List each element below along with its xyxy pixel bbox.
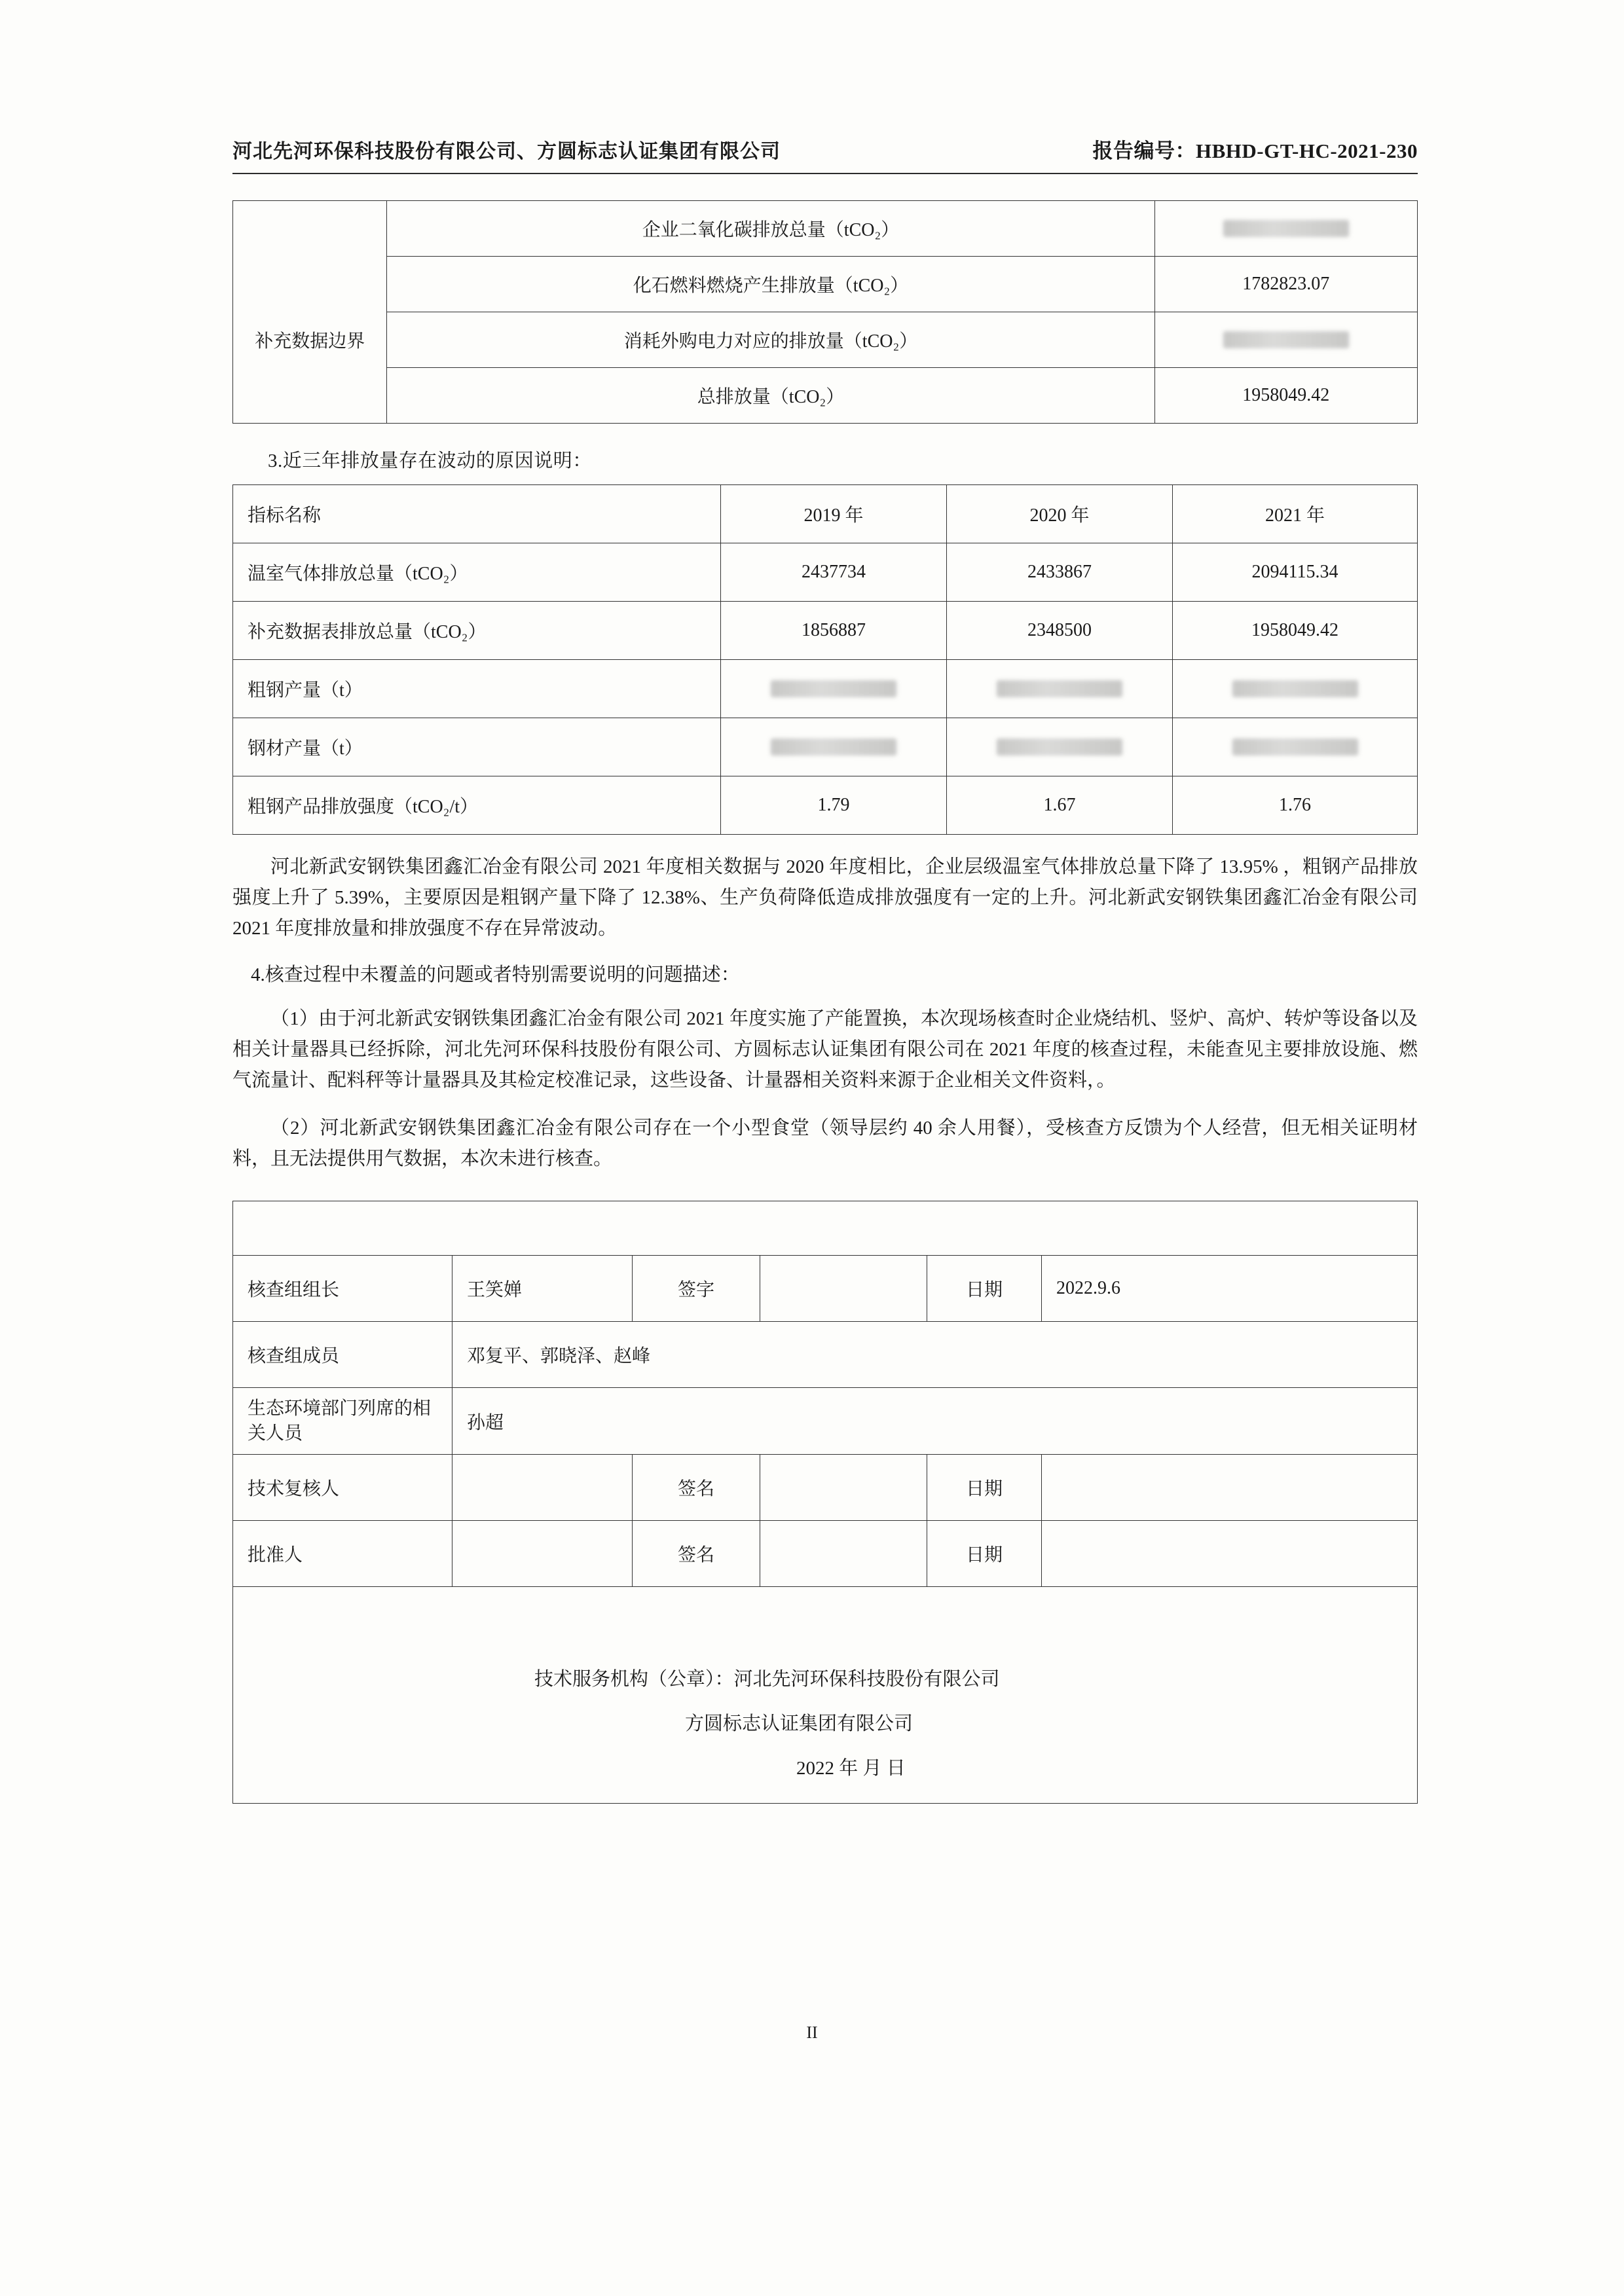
- table-row: [233, 257, 1418, 312]
- signature-block: [232, 1201, 1418, 1804]
- table-row: [233, 1521, 1418, 1587]
- row-2-2019: [721, 660, 947, 718]
- row-1-2021: 1958049.42: [1173, 602, 1418, 660]
- supplementary-row-1-name: 化石燃料燃烧产生排放量（tCO₂）: [387, 257, 1154, 312]
- row-4-name: 粗钢产品排放强度（tCO₂/t）: [233, 776, 721, 835]
- row-1-2020: 2348500: [947, 602, 1173, 660]
- supplementary-row-0-name: 企业二氧化碳排放总量（tCO₂）: [387, 201, 1154, 257]
- header-report-number: [1092, 134, 1418, 164]
- signature-spacer-row: [233, 1201, 1418, 1255]
- row-2-2020: [947, 660, 1173, 718]
- approver-sign-label: 签名: [633, 1521, 760, 1587]
- approver-label: 批准人: [233, 1521, 452, 1587]
- row-4-2021: 1.76: [1173, 776, 1418, 835]
- table-row: [233, 1387, 1418, 1455]
- supplementary-boundary-label: 补充数据边界: [233, 312, 387, 368]
- signature-spacer-cell: [233, 1201, 1418, 1255]
- stamp-area: [232, 1587, 1418, 1804]
- supplementary-row-3-name: 总排放量（tCO₂）: [387, 368, 1154, 424]
- supplementary-boundary-label-cell-4: [233, 368, 387, 424]
- supplementary-boundary-label-cell-2: [233, 257, 387, 312]
- leader-date-value: 2022.9.6: [1042, 1255, 1418, 1321]
- tech-sign-value[interactable]: [760, 1455, 927, 1521]
- tech-review-label: 技术复核人: [233, 1455, 452, 1521]
- three-year-emission-table: [232, 484, 1418, 835]
- row-0-2021: 2094115.34: [1173, 543, 1418, 602]
- supplementary-row-1-value: 1782823.07: [1154, 257, 1417, 312]
- table-row: [233, 602, 1418, 660]
- members-value: 邓复平、郭晓泽、赵峰: [452, 1321, 1418, 1387]
- table-row: [233, 1321, 1418, 1387]
- row-3-2019: [721, 718, 947, 776]
- table-row: [233, 368, 1418, 424]
- row-0-2020: 2433867: [947, 543, 1173, 602]
- row-2-name: 粗钢产量（t）: [233, 660, 721, 718]
- leader-label: 核查组组长: [233, 1255, 452, 1321]
- analysis-paragraph: 河北新武安钢铁集团鑫汇冶金有限公司 2021 年度相关数据与 2020 年度相比，企业层级温室气体排放总量下降了 13.95% ，粗钢产品排放强度上升了 5.39%，主要原因是粗钢产量下降了 12.38%、生产负荷降低造成排放强度有一定的上升。河北新武安钢铁集团鑫汇冶金有限公司 2021 年度排放量和排放强度不存在异常波动。: [232, 856, 1418, 939]
- page-number: II: [806, 2023, 818, 2042]
- page-content: [232, 134, 1418, 1804]
- stamp-line-1: 技术服务机构（公章）：河北先河环保科技股份有限公司: [534, 1669, 1000, 1690]
- eco-dept-value: 孙超: [452, 1387, 1418, 1455]
- leader-date-label: 日期: [927, 1255, 1042, 1321]
- supplementary-row-0-value: [1154, 201, 1417, 257]
- col-header-2019: 2019 年: [721, 485, 947, 543]
- tech-review-value[interactable]: [452, 1455, 633, 1521]
- table-row: [233, 201, 1418, 257]
- supplementary-boundary-label-cell: [233, 201, 387, 257]
- row-0-2019: 2437734: [721, 543, 947, 602]
- table-header-row: [233, 485, 1418, 543]
- supplementary-row-3-value: 1958049.42: [1154, 368, 1417, 424]
- leader-sign-label: 签字: [633, 1255, 760, 1321]
- members-label: 核查组成员: [233, 1321, 452, 1387]
- supplementary-row-2-name: 消耗外购电力对应的排放量（tCO₂）: [387, 312, 1154, 368]
- section-3-title: 3.近三年排放量存在波动的原因说明：: [268, 450, 592, 471]
- supplementary-row-2-value: [1154, 312, 1417, 368]
- approver-sign-value[interactable]: [760, 1521, 927, 1587]
- row-3-name: 钢材产量（t）: [233, 718, 721, 776]
- leader-sign-value[interactable]: [760, 1255, 927, 1321]
- header-organization: 河北先河环保科技股份有限公司、方圆标志认证集团有限公司: [232, 141, 781, 162]
- row-4-2020: 1.67: [947, 776, 1173, 835]
- section-4-title: 4.核查过程中未覆盖的问题或者特别需要说明的问题描述：: [251, 964, 740, 985]
- approver-date-label: 日期: [927, 1521, 1042, 1587]
- tech-date-label: 日期: [927, 1455, 1042, 1521]
- section-4-item-2: （2）河北新武安钢铁集团鑫汇冶金有限公司存在一个小型食堂（领导层约 40 余人用餐），受核查方反馈为个人经营，但无相关证明材料，且无法提供用气数据，本次未进行核查。: [232, 1117, 1418, 1169]
- col-header-2020: 2020 年: [947, 485, 1173, 543]
- row-3-2021: [1173, 718, 1418, 776]
- col-header-indicator: 指标名称: [233, 485, 721, 543]
- page-header: [232, 134, 1418, 174]
- signature-table: [232, 1201, 1418, 1588]
- table-row: [233, 718, 1418, 776]
- leader-name: 王笑婵: [452, 1255, 633, 1321]
- table-row: [233, 660, 1418, 718]
- section-4-item-1: （1）由于河北新武安钢铁集团鑫汇冶金有限公司 2021 年度实施了产能置换，本次现场核查时企业烧结机、竖炉、高炉、转炉等设备以及相关计量器具已经拆除，河北先河环保科技股份有限公司、方圆标志认证集团有限公司在 2021 年度的核查过程，未能查见主要排放设施、燃气流量计、配料秤等计量器具及其检定校准记录，这些设备、计量器相关资料来源于企业相关文件资料，。: [232, 1008, 1418, 1091]
- table-row: [233, 1255, 1418, 1321]
- table-row: [233, 1455, 1418, 1521]
- row-4-2019: 1.79: [721, 776, 947, 835]
- row-3-2020: [947, 718, 1173, 776]
- approver-date-value[interactable]: [1042, 1521, 1418, 1587]
- eco-dept-label: 生态环境部门列席的相关人员: [233, 1387, 452, 1455]
- tech-date-value[interactable]: [1042, 1455, 1418, 1521]
- table-row: [233, 543, 1418, 602]
- stamp-line-3: 2022 年 月 日: [796, 1758, 906, 1779]
- report-number-value: HBHD-GT-HC-2021-230: [1195, 139, 1418, 162]
- supplementary-data-table: [232, 200, 1418, 424]
- row-1-2019: 1856887: [721, 602, 947, 660]
- col-header-2021: 2021 年: [1173, 485, 1418, 543]
- table-row: [233, 312, 1418, 368]
- approver-value[interactable]: [452, 1521, 633, 1587]
- stamp-line-2: 方圆标志认证集团有限公司: [685, 1713, 913, 1735]
- tech-sign-label: 签名: [633, 1455, 760, 1521]
- row-2-2021: [1173, 660, 1418, 718]
- row-0-name: 温室气体排放总量（tCO₂）: [233, 543, 721, 602]
- table-row: [233, 776, 1418, 835]
- report-number-label: 报告编号：: [1092, 139, 1196, 162]
- row-1-name: 补充数据表排放总量（tCO₂）: [233, 602, 721, 660]
